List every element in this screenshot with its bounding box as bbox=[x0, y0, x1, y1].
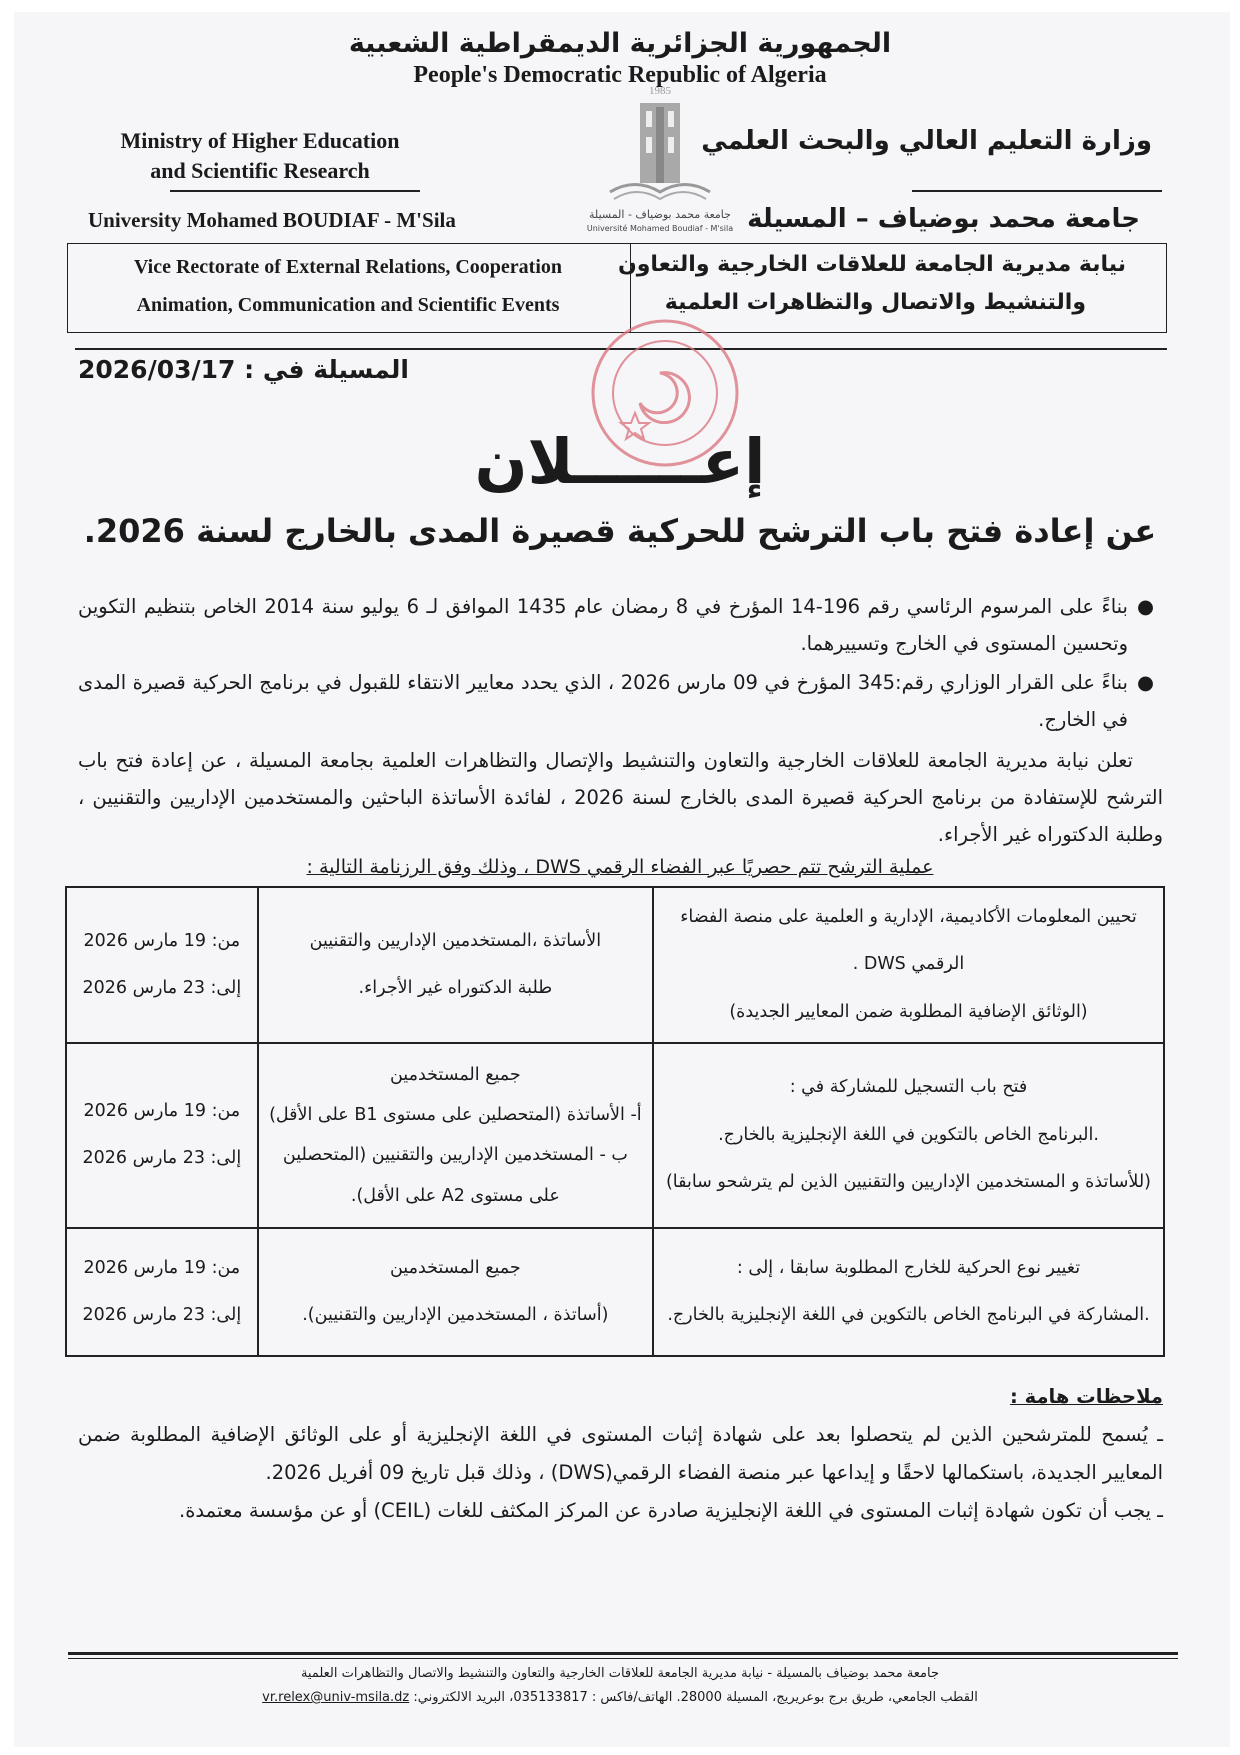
legal-basis-list bbox=[78, 588, 1156, 738]
university-arabic: جامعة محمد بوضياف – المسيلة bbox=[747, 204, 1140, 234]
cell-text: تغيير نوع الحركية للخارج المطلوبة سابقا ، إلى : bbox=[736, 1257, 1081, 1278]
vice-rectorate-arabic-line1: نيابة مديرية الجامعة للعلاقات الخارجية والتعاون bbox=[617, 252, 1126, 277]
cell-text: طلبة الدكتوراه غير الأجراء. bbox=[358, 977, 553, 998]
announcement-subtitle: عن إعادة فتح باب الترشح للحركية قصيرة المدى بالخارج لسنة 2026. bbox=[83, 512, 1157, 550]
republic-english: People's Democratic Republic of Algeria bbox=[413, 62, 827, 88]
date-to: إلى: 23 مارس 2026 bbox=[82, 1148, 242, 1169]
schedule-table bbox=[65, 886, 1165, 1357]
target-cell bbox=[258, 887, 653, 1043]
ministry-arabic: وزارة التعليم العالي والبحث العلمي bbox=[701, 126, 1152, 156]
bullet-text: بناءً على المرسوم الرئاسي رقم 196-14 المؤرخ في 8 رمضان عام 1435 الموافق لـ 6 يوليو سنة 2014 الخاص بتنظيم التكوين وتحسين المستوى في الخارج وتسييرهما. bbox=[78, 595, 1128, 655]
date-from: من: 19 مارس 2026 bbox=[83, 1257, 241, 1278]
action-cell bbox=[653, 1043, 1164, 1228]
bullet-item bbox=[78, 588, 1156, 662]
footer-line1: جامعة محمد بوضياف بالمسيلة - نيابة مديرية الجامعة للعلاقات الخارجية والتعاون والتنشيط والاتصال والتظاهرات العلمية bbox=[300, 1666, 940, 1681]
divider bbox=[912, 190, 1162, 192]
cell-text: .البرنامج الخاص بالتكوين في اللغة الإنجليزية بالخارج. bbox=[718, 1124, 1099, 1145]
divider bbox=[170, 190, 420, 192]
cell-text: جميع المستخدمين bbox=[389, 1064, 521, 1085]
cell-text: جميع المستخدمين bbox=[389, 1257, 521, 1278]
note-item: ـ يجب أن تكون شهادة إثبات المستوى في اللغة الإنجليزية صادرة عن المركز المكثف للغات (CEIL) أو عن مؤسسة معتمدة. bbox=[179, 1499, 1163, 1522]
footer-line2 bbox=[240, 1690, 1000, 1705]
date-cell bbox=[66, 887, 258, 1043]
cell-text: (للأساتذة و المستخدمين الإداريين والتقنيين الذين لم يترشحو سابقا) bbox=[665, 1171, 1152, 1192]
bullet-icon: ● bbox=[1136, 595, 1154, 618]
date-cell bbox=[66, 1043, 258, 1228]
table-row bbox=[66, 887, 1164, 1043]
cell-text: أ- الأساتذة (المتحصلين على مستوى B1 على الأقل) bbox=[269, 1105, 642, 1125]
announcement-title: إعــــــلان bbox=[474, 425, 766, 498]
cell-text: (الوثائق الإضافية المطلوبة ضمن المعايير الجديدة) bbox=[729, 1001, 1088, 1022]
bullet-item bbox=[78, 664, 1156, 738]
action-cell bbox=[653, 887, 1164, 1043]
vice-rectorate-english-line2: Animation, Communication and Scientific Events bbox=[136, 294, 560, 316]
logo-tower-icon bbox=[600, 97, 720, 207]
footer-divider bbox=[68, 1652, 1178, 1655]
bullet-icon: ● bbox=[1136, 671, 1154, 694]
cell-text: (أساتذة ، المستخدمين الإداريين والتقنيين). bbox=[302, 1304, 609, 1325]
table-row bbox=[66, 1228, 1164, 1356]
ministry-english bbox=[90, 126, 430, 186]
cell-text: ب - المستخدمين الإداريين والتقنيين (المتحصلين على مستوى A2 على الأقل). bbox=[282, 1145, 628, 1206]
republic-arabic: الجمهورية الجزائرية الديمقراطية الشعبية bbox=[348, 28, 892, 59]
target-cell bbox=[258, 1043, 653, 1228]
cell-text: .المشاركة في البرنامج الخاص بالتكوين في اللغة الإنجليزية بالخارج. bbox=[667, 1304, 1150, 1325]
important-notes bbox=[78, 1378, 1163, 1530]
cell-text: فتح باب التسجيل للمشاركة في : bbox=[789, 1077, 1028, 1098]
ministry-english-line1: Ministry of Higher Education bbox=[120, 128, 400, 153]
bullet-text: بناءً على القرار الوزاري رقم:345 المؤرخ في 09 مارس 2026 ، الذي يحدد معايير الانتقاء للقبول في برنامج الحركية قصيرة المدى في الخارج. bbox=[78, 671, 1128, 731]
logo-year: 1985 bbox=[649, 85, 671, 97]
cell-text: تحيين المعلومات الأكاديمية، الإدارية و العلمية على منصة الفضاء الرقمي DWS . bbox=[680, 907, 1137, 975]
date-from: من: 19 مارس 2026 bbox=[83, 930, 241, 951]
logo-caption-arabic: جامعة محمد بوضياف - المسيلة bbox=[589, 208, 731, 221]
vice-rectorate-english-line1: Vice Rectorate of External Relations, Cooperation bbox=[133, 256, 563, 278]
date-line: المسيلة في : 2026/03/17 bbox=[78, 355, 409, 384]
footer-divider bbox=[68, 1658, 1178, 1659]
university-logo bbox=[560, 85, 760, 240]
notes-heading: ملاحظات هامة : bbox=[1010, 1385, 1163, 1408]
footer-address: القطب الجامعي، طريق برج بوعريريج، المسيلة 28000. الهاتف/فاكس : 035133817، البريد الالكتروني: bbox=[413, 1690, 978, 1705]
action-cell bbox=[653, 1228, 1164, 1356]
date-to: إلى: 23 مارس 2026 bbox=[82, 977, 242, 998]
university-english: University Mohamed BOUDIAF - M'Sila bbox=[88, 208, 456, 232]
cell-text: الأساتذة ،المستخدمين الإداريين والتقنيين bbox=[309, 930, 602, 951]
date-cell bbox=[66, 1228, 258, 1356]
table-caption: عملية الترشح تتم حصريًا عبر الفضاء الرقمي DWS ، وذلك وفق الرزنامة التالية : bbox=[306, 856, 934, 878]
vice-rectorate-arabic-line2: والتنشيط والاتصال والتظاهرات العلمية bbox=[664, 290, 1086, 315]
target-cell bbox=[258, 1228, 653, 1356]
date-from: من: 19 مارس 2026 bbox=[83, 1101, 241, 1121]
footer-email-link[interactable]: vr.relex@univ-msila.dz bbox=[262, 1690, 410, 1705]
note-item: ـ يُسمح للمترشحين الذين لم يتحصلوا بعد على شهادة إثبات المستوى في اللغة الإنجليزية أو على الوثائق الإضافية المطلوبة ضمن المعايير الجديدة، باستكمالها لاحقًا و إيداعها عبر منصة الفضاء الرقمي(DWS) ، وذلك قبل تاريخ 09 أفريل 2026. bbox=[78, 1423, 1163, 1484]
ministry-english-line2: and Scientific Research bbox=[150, 158, 370, 183]
table-row bbox=[66, 1043, 1164, 1228]
announcement-paragraph: تعلن نيابة مديرية الجامعة للعلاقات الخارجية والتعاون والتنشيط والإتصال والتظاهرات العلمية بجامعة المسيلة ، عن إعادة فتح باب الترشح للإستفادة من برنامج الحركية قصيرة المدى بالخارج لسنة 2026 ، لفائدة الأساتذة الباحثين والمستخدمين الإداريين والتقنيين ، وطلبة الدكتوراه غير الأجراء. bbox=[78, 749, 1163, 846]
date-to: إلى: 23 مارس 2026 bbox=[82, 1304, 242, 1325]
logo-caption-french: Université Mohamed Boudiaf - M'sila bbox=[586, 224, 734, 233]
